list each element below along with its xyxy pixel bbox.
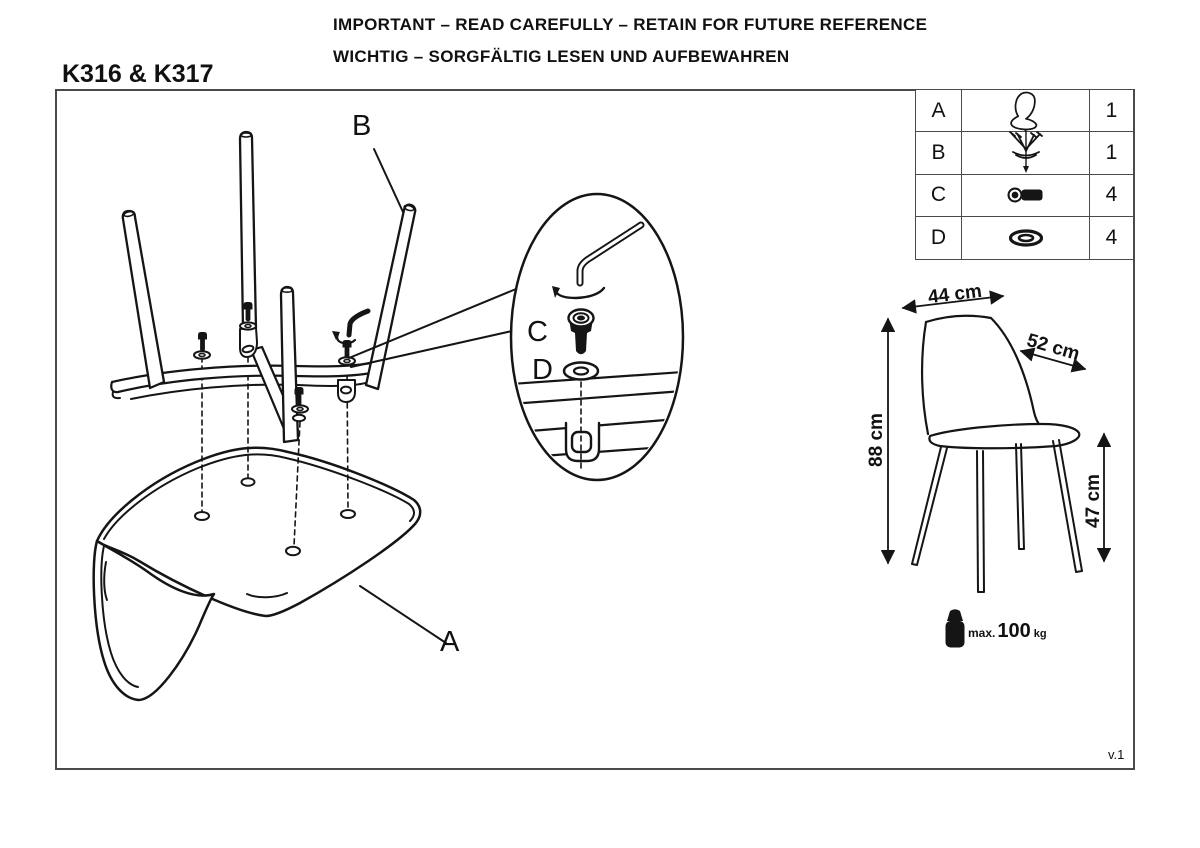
label-b-leader-line [374,149,403,212]
dimensioned-chair-drawing [888,296,1104,592]
part-label-d: D [532,354,553,386]
dimension-width: 44 cm [926,280,983,309]
weight-limit-text [968,620,1047,643]
version-label: v.1 [1108,747,1125,762]
seat-hole [195,512,209,520]
dimension-depth: 52 cm [1024,330,1082,366]
weight-icon [946,609,965,647]
weight-limit-unit: kg [1033,628,1047,640]
parts-table-qty: 4 [1090,175,1133,217]
part-label-c: C [527,316,548,348]
parts-table-qty: 1 [1090,132,1133,174]
header-line-german: WICHTIG – SORGFÄLTIG LESEN UND AUFBEWAHREN [333,47,790,66]
parts-table-letter: B [916,132,962,174]
parts-table-icon-cell [962,175,1090,217]
seat-hole [286,547,300,555]
magnified-washer [564,363,598,380]
part-label-b: B [352,110,372,142]
parts-table-icon-cell [962,90,1090,132]
bolt-icon [1006,186,1046,204]
weight-limit-value: 100 [997,620,1031,642]
weight-limit-prefix: max. [968,626,996,640]
parts-table-letter: A [916,90,962,132]
allen-key-icon [332,311,368,343]
dimension-height: 88 cm [866,413,887,467]
parts-table-qty: 4 [1105,225,1118,249]
label-a-leader-line [360,586,446,643]
parts-table [915,89,1134,260]
part-label-a: A [440,626,460,658]
parts-table-icon-cell [962,217,1090,259]
seat-shell [94,448,421,700]
parts-table-letter: D [916,217,962,259]
seat-hole [341,510,355,518]
page-title: K316 & K317 [62,60,214,88]
exploded-chair-diagram [94,132,446,700]
chair-shell-icon [1004,91,1048,131]
leg-frame-icon [1004,130,1048,176]
seat-hole [242,478,255,486]
chair-legs [912,440,1082,592]
parts-table-letter: C [916,175,962,217]
parts-table-icon-cell [962,132,1090,174]
washer-icon [1007,229,1045,247]
parts-table-qty: 1 [1090,90,1133,132]
header-line-english: IMPORTANT – READ CAREFULLY – RETAIN FOR FUTURE REFERENCE [333,15,928,34]
dimension-seat-height: 47 cm [1083,474,1104,528]
